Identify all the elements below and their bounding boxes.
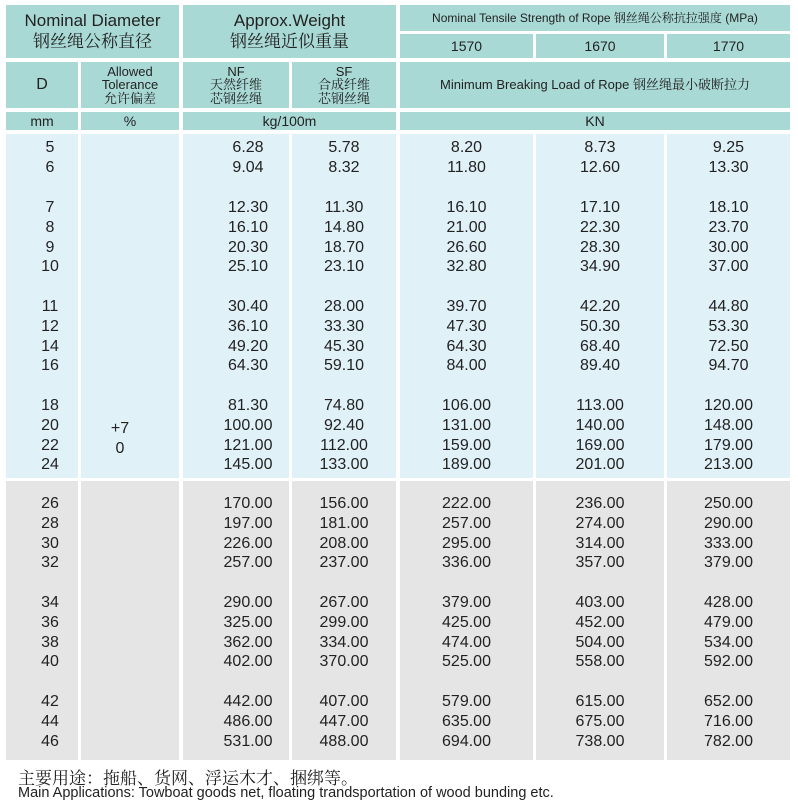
label: Approx.Weight xyxy=(233,11,346,31)
table-cell: 9.25 xyxy=(712,139,745,156)
table-cell: 403.00 xyxy=(575,594,625,611)
diameter-cell: 36 xyxy=(41,613,59,631)
table-cell: 290.00 xyxy=(704,514,753,532)
table-cell: 474.00 xyxy=(442,633,491,651)
table-cell: 592.00 xyxy=(704,653,753,671)
table-cell: 13.30 xyxy=(708,158,749,176)
header-approx-weight xyxy=(183,5,396,58)
table-cell: 257.00 xyxy=(442,514,491,532)
table-cell: 17.10 xyxy=(579,199,621,216)
table-cell: 131.00 xyxy=(442,416,491,434)
table-cell: 14.80 xyxy=(323,218,365,236)
table-cell: 22.30 xyxy=(579,218,621,236)
table-cell: 716.00 xyxy=(704,712,753,730)
table-cell: 694.00 xyxy=(442,732,491,750)
table-cell: 267.00 xyxy=(319,594,369,611)
diameter-cell: 18 xyxy=(41,397,59,414)
table-cell: 11.80 xyxy=(447,158,486,176)
diameter-cell: 32 xyxy=(41,554,59,572)
table-cell: 89.40 xyxy=(579,357,621,375)
table-cell: 652.00 xyxy=(704,693,753,710)
table-cell: 159.00 xyxy=(442,436,491,454)
table-cell: 379.00 xyxy=(704,554,753,572)
diameter-cell: 11 xyxy=(41,298,59,315)
label: 允许偏差 xyxy=(103,90,156,106)
table-cell: 121.00 xyxy=(223,436,273,454)
diameter-cell: 16 xyxy=(41,357,59,375)
table-cell: 531.00 xyxy=(223,732,273,750)
table-cell: 635.00 xyxy=(442,712,491,730)
table-cell: 782.00 xyxy=(704,732,753,750)
label: Tolerance xyxy=(101,77,159,93)
table-cell: 68.40 xyxy=(579,337,621,355)
table-cell: 370.00 xyxy=(319,653,369,671)
table-cell: 20.30 xyxy=(227,238,269,256)
table-cell: 11.30 xyxy=(324,199,364,216)
label: 钢丝绳近似重量 xyxy=(230,32,349,51)
table-cell: 379.00 xyxy=(442,594,491,611)
tolerance-plus: +7 xyxy=(110,420,130,437)
table-cell: 140.00 xyxy=(575,416,625,434)
table-cell: 237.00 xyxy=(319,554,369,572)
table-cell: 197.00 xyxy=(223,514,273,532)
diameter-cell: 5 xyxy=(45,139,55,156)
table-cell: 189.00 xyxy=(442,456,491,474)
diameter-cell: 42 xyxy=(41,693,59,710)
table-cell: 64.30 xyxy=(227,357,269,375)
table-cell: 21.00 xyxy=(446,218,487,236)
diameter-cell: 26 xyxy=(41,495,59,512)
table-cell: 314.00 xyxy=(575,534,625,552)
table-cell: 534.00 xyxy=(704,633,753,651)
table-cell: 28.00 xyxy=(323,298,365,315)
table-cell: 8.73 xyxy=(584,139,616,156)
label: NF xyxy=(227,63,245,79)
table-cell: 274.00 xyxy=(575,514,625,532)
table-cell: 336.00 xyxy=(442,554,491,572)
table-cell: 84.00 xyxy=(446,357,487,375)
table-cell: 407.00 xyxy=(319,693,369,710)
table-cell: 12.60 xyxy=(579,158,621,176)
table-cell: 94.70 xyxy=(708,357,749,375)
table-cell: 64.30 xyxy=(446,337,487,355)
diameter-cell: 20 xyxy=(41,416,59,434)
table-cell: 23.10 xyxy=(323,258,365,276)
table-cell: 30.00 xyxy=(708,238,749,256)
tolerance-minus: 0 xyxy=(115,440,125,457)
table-cell: 447.00 xyxy=(319,712,369,730)
unit-mm: mm xyxy=(6,112,78,130)
table-cell: 47.30 xyxy=(446,317,487,335)
table-cell: 213.00 xyxy=(704,456,753,474)
table-cell: 222.00 xyxy=(442,495,491,512)
unit-kg: kg/100m xyxy=(183,112,396,130)
diameter-cell: 28 xyxy=(41,514,59,532)
table-cell: 525.00 xyxy=(442,653,491,671)
table-cell: 34.90 xyxy=(579,258,621,276)
label: Allowed xyxy=(107,63,153,79)
table-cell: 33.30 xyxy=(323,317,365,335)
table-cell: 8.20 xyxy=(450,139,483,156)
table-cell: 615.00 xyxy=(575,693,625,710)
table-cell: 72.50 xyxy=(708,337,749,355)
label: 钢丝绳公称直径 xyxy=(33,32,152,51)
table-cell: 236.00 xyxy=(575,495,625,512)
grade-1670: 1670 xyxy=(536,34,664,58)
header-nominal-diameter xyxy=(6,5,179,58)
header-tolerance xyxy=(81,62,179,108)
table-cell: 12.30 xyxy=(227,199,269,216)
table-cell: 18.10 xyxy=(708,199,749,216)
table-cell: 5.78 xyxy=(328,139,360,156)
table-cell: 112.00 xyxy=(320,436,368,454)
table-cell: 452.00 xyxy=(575,613,625,631)
unit-percent: % xyxy=(81,112,179,130)
table-cell: 334.00 xyxy=(319,633,369,651)
label: 芯钢丝绳 xyxy=(317,90,370,106)
label: 合成纤维 xyxy=(317,77,370,93)
table-cell: 738.00 xyxy=(575,732,625,750)
header-tensile-strength: Nominal Tensile Strength of Rope 钢丝绳公称抗拉强度 (MPa) xyxy=(400,5,790,31)
label: 芯钢丝绳 xyxy=(209,90,262,106)
diameter-cell: 30 xyxy=(41,534,59,552)
table-cell: 133.00 xyxy=(319,456,369,474)
diameter-cell: 7 xyxy=(45,199,55,216)
table-cell: 479.00 xyxy=(704,613,753,631)
table-cell: 428.00 xyxy=(704,594,753,611)
table-cell: 92.40 xyxy=(323,416,365,434)
applications-en: Main Applications: Towboat goods net, floating trandsportation of wood bunding etc. xyxy=(18,785,554,801)
diameter-cell: 40 xyxy=(41,653,59,671)
table-cell: 170.00 xyxy=(223,495,273,512)
table-cell: 488.00 xyxy=(319,732,369,750)
table-cell: 402.00 xyxy=(223,653,273,671)
diameter-cell: 14 xyxy=(41,337,59,355)
table-cell: 504.00 xyxy=(575,633,625,651)
diameter-cell: 10 xyxy=(41,258,59,276)
table-cell: 16.10 xyxy=(227,218,269,236)
diameter-cell: 12 xyxy=(41,317,59,335)
table-cell: 442.00 xyxy=(223,693,273,710)
table-cell: 675.00 xyxy=(575,712,625,730)
table-cell: 81.30 xyxy=(227,397,269,414)
table-cell: 362.00 xyxy=(223,633,273,651)
header-sf xyxy=(292,62,396,108)
table-cell: 201.00 xyxy=(575,456,625,474)
header-d: D xyxy=(6,62,78,108)
table-cell: 325.00 xyxy=(223,613,273,631)
header-nf xyxy=(183,62,289,108)
table-cell: 486.00 xyxy=(223,712,273,730)
table-cell: 156.00 xyxy=(319,495,369,512)
table-cell: 8.32 xyxy=(328,158,360,176)
table-cell: 44.80 xyxy=(708,298,749,315)
label: 天然纤维 xyxy=(209,77,262,93)
diameter-cell: 44 xyxy=(41,712,59,730)
diameter-cell: 34 xyxy=(41,594,59,611)
applications-cn: 主要用途：拖船、货网、浮运木才、捆绑等。 xyxy=(18,769,358,788)
table-cell: 357.00 xyxy=(575,554,625,572)
unit-kn: KN xyxy=(400,112,790,130)
grade-1770: 1770 xyxy=(667,34,790,58)
table-cell: 26.60 xyxy=(446,238,487,256)
table-cell: 9.04 xyxy=(232,158,264,176)
table-cell: 23.70 xyxy=(708,218,749,236)
table-cell: 333.00 xyxy=(704,534,753,552)
table-cell: 226.00 xyxy=(223,534,273,552)
table-cell: 145.00 xyxy=(223,456,273,474)
header-min-breaking-load: Minimum Breaking Load of Rope 钢丝绳最小破断拉力 xyxy=(400,62,790,108)
table-cell: 120.00 xyxy=(704,397,753,414)
diameter-cell: 22 xyxy=(41,436,59,454)
table-cell: 42.20 xyxy=(579,298,621,315)
table-cell: 30.40 xyxy=(227,298,269,315)
diameter-cell: 9 xyxy=(45,238,55,256)
table-cell: 37.00 xyxy=(708,258,749,276)
table-cell: 45.30 xyxy=(323,337,365,355)
table-cell: 148.00 xyxy=(704,416,753,434)
diameter-cell: 46 xyxy=(41,732,59,750)
table-cell: 36.10 xyxy=(227,317,269,335)
table-cell: 299.00 xyxy=(319,613,369,631)
label: SF xyxy=(335,63,353,79)
table-cell: 181.00 xyxy=(319,514,369,532)
table-cell: 6.28 xyxy=(232,139,264,156)
table-cell: 25.10 xyxy=(227,258,269,276)
table-cell: 16.10 xyxy=(446,199,487,216)
table-cell: 290.00 xyxy=(223,594,273,611)
table-cell: 113.00 xyxy=(576,397,624,414)
diameter-cell: 6 xyxy=(45,158,55,176)
table-cell: 49.20 xyxy=(227,337,269,355)
grade-1570: 1570 xyxy=(400,34,533,58)
table-cell: 179.00 xyxy=(704,436,753,454)
table-cell: 74.80 xyxy=(323,397,365,414)
table-cell: 100.00 xyxy=(223,416,273,434)
table-cell: 106.00 xyxy=(442,397,491,414)
table-cell: 295.00 xyxy=(442,534,491,552)
table-cell: 425.00 xyxy=(442,613,491,631)
table-cell: 59.10 xyxy=(323,357,365,375)
table-cell: 32.80 xyxy=(446,258,487,276)
table-cell: 50.30 xyxy=(579,317,621,335)
label: Nominal Diameter xyxy=(24,11,161,31)
diameter-cell: 24 xyxy=(41,456,59,474)
table-cell: 39.70 xyxy=(446,298,487,315)
table-cell: 28.30 xyxy=(579,238,621,256)
table-cell: 558.00 xyxy=(575,653,625,671)
table-cell: 53.30 xyxy=(708,317,749,335)
gray-section-cell xyxy=(81,481,179,760)
table-cell: 250.00 xyxy=(704,495,753,512)
table-cell: 169.00 xyxy=(575,436,625,454)
table-cell: 257.00 xyxy=(223,554,273,572)
diameter-cell: 8 xyxy=(45,218,55,236)
table-cell: 208.00 xyxy=(319,534,369,552)
diameter-cell: 38 xyxy=(41,633,59,651)
table-cell: 18.70 xyxy=(323,238,365,256)
table-cell: 579.00 xyxy=(442,693,491,710)
